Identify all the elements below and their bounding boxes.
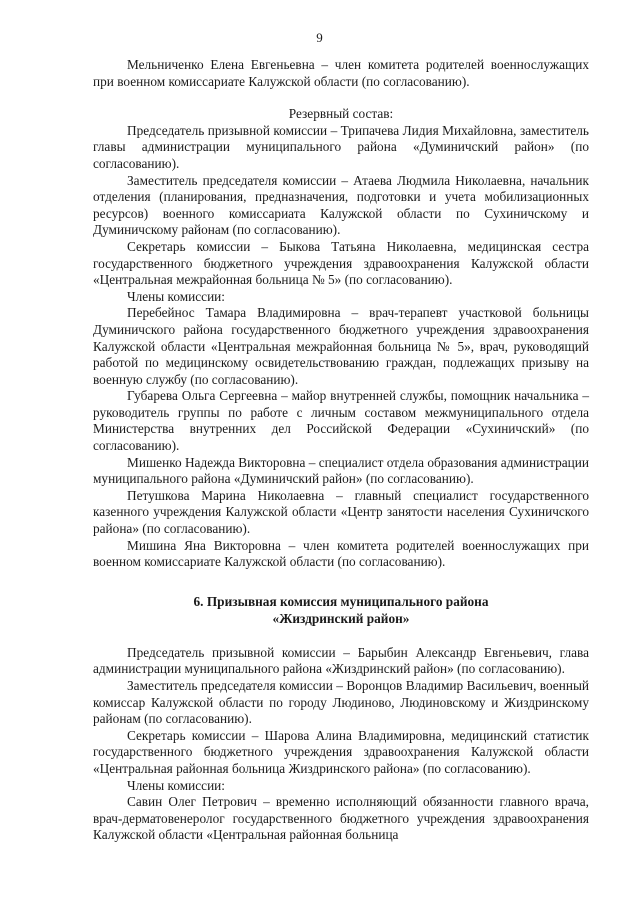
section6-secretary-paragraph: Секретарь комиссии – Шарова Алина Владимировна, медицинский статистик государственного бюджетного учреждения здравоохранения Калужской области «Центральная районная больница Жиздринского района» (по согласованию). bbox=[93, 727, 589, 776]
page-number: 9 bbox=[316, 30, 323, 45]
section6-chairman-paragraph: Председатель призывной комиссии – Барыбин Александр Евгеньевич, глава администрации муниципального района «Жиздринский район» (по согласованию). bbox=[93, 644, 589, 677]
section-title-line: «Жиздринский район» bbox=[272, 610, 410, 626]
reserve-member-paragraph: Мишенко Надежда Викторовна – специалист отдела образования администрации муниципального района «Думиничский район» (по согласованию). bbox=[93, 454, 590, 487]
reserve-member-paragraph: Перебейнос Тамара Владимировна – врач-терапевт участковой больницы Думиничского района государственного бюджетного учреждения здравоохранения Калужской области «Центральная межрайонная больница № 5», врач, руководящий работой по медицинскому освидетельствованию граждан, подлежащих призыву на военную службу (по согласованию). bbox=[93, 305, 589, 387]
reserve-chairman-paragraph: Председатель призывной комиссии – Трипачева Лидия Михайловна, заместитель главы администрации муниципального района «Думиничский район» (по согласованию). bbox=[93, 122, 589, 171]
section6-member-paragraph: Савин Олег Петрович – временно исполняющий обязанности главного врача, врач-дерматовенеролог государственного бюджетного учреждения здравоохранения Калужской области «Центральная районная больница bbox=[93, 794, 589, 843]
document-body bbox=[93, 57, 589, 844]
member-paragraph: Мельниченко Елена Евгеньевна – член комитета родителей военнослужащих при военном комиссариате Калужской области (по согласованию). bbox=[93, 57, 589, 89]
reserve-member-paragraph: Мишина Яна Викторовна – член комитета родителей военнослужащих при военном комиссариате Калужской области (по согласованию). bbox=[93, 537, 589, 570]
section-title-line: 6. Призывная комиссия муниципального района bbox=[193, 593, 489, 609]
section-title bbox=[93, 593, 589, 627]
section6-deputy-paragraph: Заместитель председателя комиссии – Воронцов Владимир Васильевич, военный комиссар Калужской области по городу Людиново, Людиновскому и Жиздринскому районам (по согласованию). bbox=[93, 678, 589, 727]
reserve-members-label: Члены комиссии: bbox=[127, 288, 225, 304]
reserve-deputy-paragraph: Заместитель председателя комиссии – Атаева Людмила Николаевна, начальник отделения (планирования, предназначения, подготовки и учета мобилизационных ресурсов) военного комиссариата Калужской области по Сухиничскому и Думиничскому районам (по согласованию). bbox=[93, 172, 589, 238]
reserve-member-paragraph: Петушкова Марина Николаевна – главный специалист государственного казенного учреждения Калужской области «Центр занятости населения Сухиничского района» (по согласованию). bbox=[93, 487, 589, 537]
reserve-member-paragraph: Губарева Ольга Сергеевна – майор внутренней службы, помощник начальника – руководитель группы по работе с личным составом межмуниципального отдела Министерства внутренних дел Российской Федерации «Сухиничский» (по согласованию). bbox=[93, 388, 589, 454]
reserve-heading: Резервный состав: bbox=[288, 106, 394, 122]
reserve-secretary-paragraph: Секретарь комиссии – Быкова Татьяна Николаевна, медицинская сестра государственного бюджетного учреждения здравоохранения Калужской области «Центральная межрайонная больница № 5» (по согласованию). bbox=[93, 238, 589, 288]
section6-members-label: Члены комиссии: bbox=[127, 777, 225, 793]
